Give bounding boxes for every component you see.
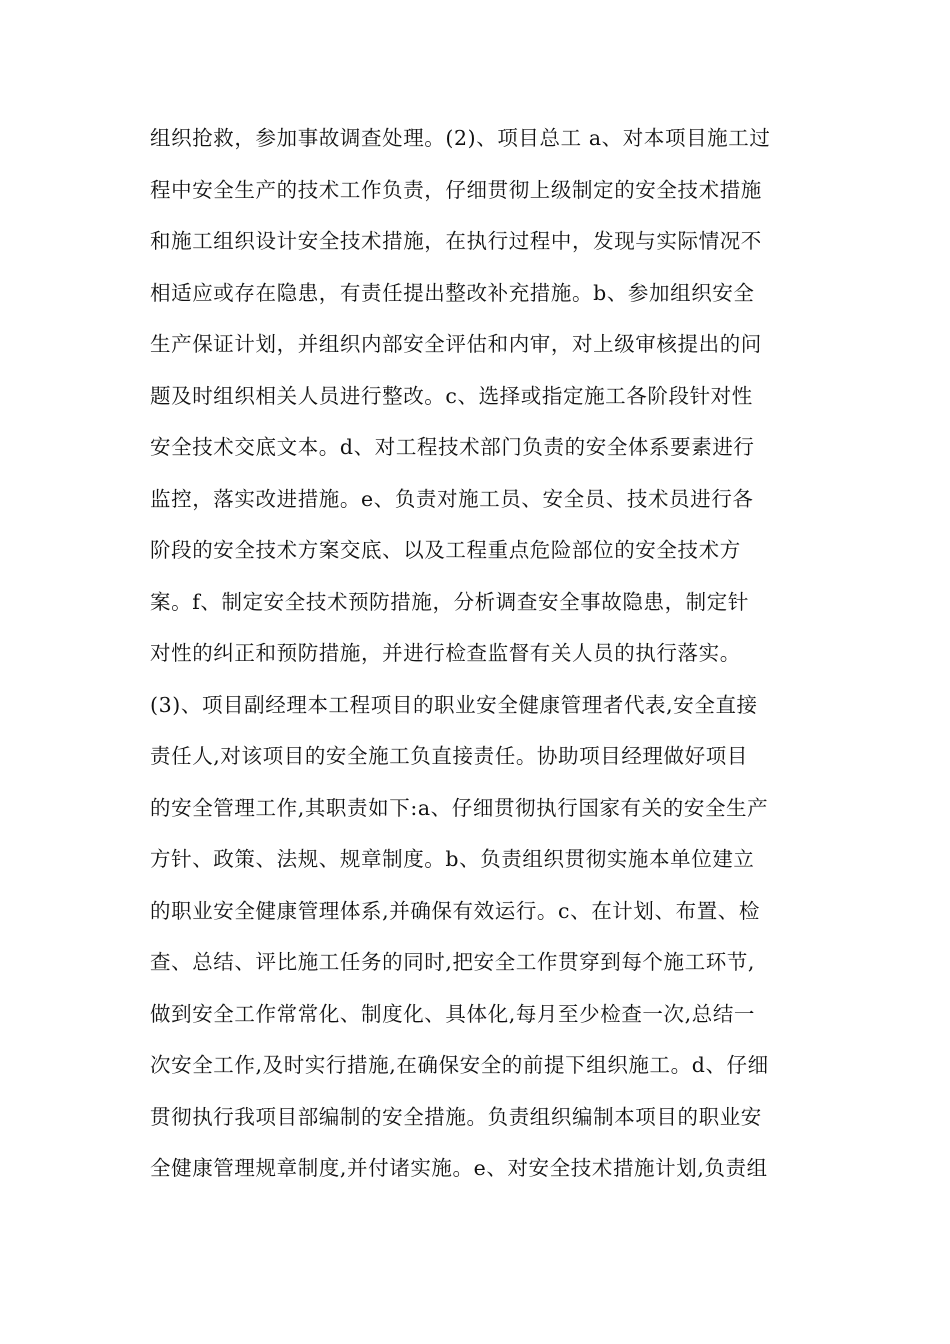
text-line: 贯彻执行我项目部编制的安全措施。负责组织编制本项目的职业安 (150, 1104, 762, 1129)
text-line: 责任人,对该项目的安全施工负直接责任。协助项目经理做好项目 (150, 744, 748, 768)
text-line: 做到安全工作常常化、制度化、具体化,每月至少检查一次,总结一 (150, 1001, 756, 1026)
text-line: 阶段的安全技术方案交底、以及工程重点危险部位的安全技术方 (150, 538, 741, 562)
text-line: 案。f、制定安全技术预防措施，分析调查安全事故隐患，制定针 (150, 589, 749, 614)
text-line: (3)、项目副经理本工程项目的职业安全健康管理者代表,安全直接 (150, 692, 758, 717)
body-text (150, 116, 810, 1198)
text-line: 题及时组织相关人员进行整改。c、选择或指定施工各阶段针对性 (150, 383, 753, 408)
text-line: 对性的纠正和预防措施，并进行检查监督有关人员的执行落实。 (150, 641, 741, 665)
text-line: 程中安全生产的技术工作负责，仔细贯彻上级制定的安全技术措施 (150, 177, 762, 202)
text-line: 查、总结、评比施工任务的同时,把安全工作贯穿到每个施工环节, (150, 950, 756, 974)
text-line: 次安全工作,及时实行措施,在确保安全的前提下组织施工。d、仔细 (150, 1053, 769, 1077)
text-line: 和施工组织设计安全技术措施，在执行过程中，发现与实际情况不 (150, 229, 762, 253)
text-line: 生产保证计划，并组织内部安全评估和内审，对上级审核提出的问 (150, 332, 762, 356)
text-line: 监控，落实改进措施。e、负责对施工员、安全员、技术员进行各 (150, 486, 754, 511)
text-line: 组织抢救，参加事故调查处理。(2)、项目总工 a、对本项目施工过 (150, 126, 771, 150)
text-line: 的职业安全健康管理体系,并确保有效运行。c、在计划、布置、检 (150, 898, 760, 923)
text-line: 的安全管理工作,其职责如下:a、仔细贯彻执行国家有关的安全生产 (150, 795, 769, 820)
text-line: 方针、政策、法规、规章制度。b、负责组织贯彻实施本单位建立 (150, 847, 755, 871)
text-line: 全健康管理规章制度,并付诸实施。e、对安全技术措施计划,负责组 (150, 1156, 768, 1180)
text-line: 相适应或存在隐患，有责任提出整改补充措施。b、参加组织安全 (150, 280, 755, 305)
text-line: 安全技术交底文本。d、对工程技术部门负责的安全体系要素进行 (150, 435, 755, 459)
